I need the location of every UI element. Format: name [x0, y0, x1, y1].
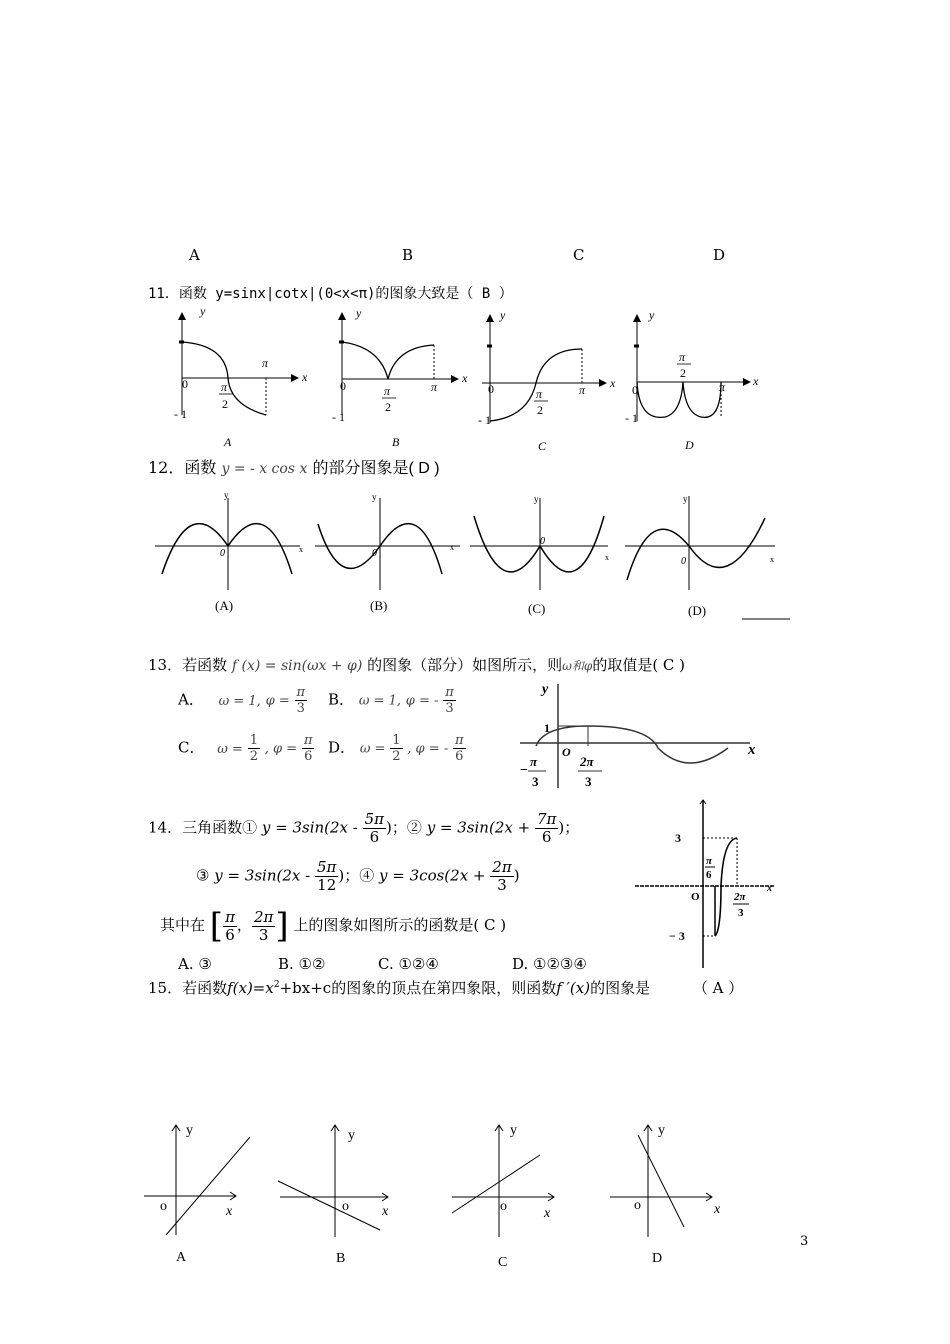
svg-text:y: y [534, 494, 539, 504]
svg-text:o: o [500, 1199, 507, 1214]
q11-graph-a [174, 304, 308, 449]
q12-option-b: (B) [370, 598, 388, 613]
q11-option-a: A [224, 435, 232, 449]
svg-text:x: x [748, 742, 756, 758]
q15-graph-b [278, 1125, 389, 1266]
svg-text:1: 1 [544, 721, 550, 735]
svg-text:π: π [221, 380, 228, 394]
svg-text:3: 3 [532, 774, 539, 789]
svg-text:6: 6 [706, 869, 712, 881]
svg-text:2π: 2π [734, 891, 746, 903]
svg-text:x: x [462, 371, 468, 385]
q15-option-a: A [176, 1250, 187, 1265]
svg-text:− 3: − 3 [669, 929, 685, 943]
svg-text:3: 3 [675, 831, 681, 845]
q12-prefix: 12．函数 [148, 458, 217, 477]
q15-graph-a [144, 1123, 250, 1265]
svg-text:y: y [542, 682, 549, 697]
svg-text:0: 0 [340, 379, 346, 393]
svg-text:0: 0 [372, 548, 377, 559]
q12-option-d: (D) [688, 603, 707, 618]
q13-choice-b: B． ω = 1, φ = - $\frac{\pi}{3}$ [328, 685, 454, 716]
svg-text:π: π [530, 754, 538, 769]
q13-choice-d: D． ω = $\frac{1}{2}$ , φ = - $\frac{\pi}{6}$ [328, 733, 464, 764]
svg-text:o: o [634, 1198, 641, 1213]
svg-text:π: π [706, 855, 713, 867]
q12-graphs [150, 490, 800, 625]
q12-graph-a [155, 490, 303, 613]
svg-text:O: O [691, 891, 700, 903]
svg-text:x: x [767, 883, 772, 894]
svg-text:π: π [579, 383, 586, 397]
q14-answer-c: C. ①②④ [378, 955, 439, 973]
q11-option-d: D [685, 438, 694, 452]
svg-text:x: x [302, 370, 308, 384]
top-label-d: D [713, 246, 726, 264]
q15-line: 15．若函数$f(x)=x^2+bx+c$的图象的顶点在第四象限，则函数f ′(x)的图象是 （ A ） [148, 979, 744, 997]
q14-answer-d: D. ①②③④ [512, 955, 587, 973]
svg-text:2: 2 [680, 366, 686, 380]
svg-text:y: y [683, 494, 688, 504]
page-number: 3 [800, 1234, 809, 1249]
svg-text:2π: 2π [580, 754, 594, 769]
svg-text:- 1: - 1 [332, 410, 345, 424]
q11-text: 11．函数 y=sinx|cotx|(0<x<π)的图象大致是（ B ） [148, 286, 513, 302]
svg-text:x: x [770, 555, 774, 564]
svg-text:- 1: - 1 [478, 413, 491, 427]
top-label-c: C [573, 246, 585, 264]
svg-text:0: 0 [540, 536, 545, 547]
svg-text:0: 0 [182, 377, 188, 391]
svg-text:x: x [299, 545, 303, 554]
svg-text:y: y [500, 308, 506, 322]
svg-text:y: y [224, 490, 229, 500]
svg-text:π: π [536, 387, 543, 401]
svg-text:3: 3 [738, 907, 744, 919]
svg-text:x: x [605, 553, 609, 562]
q12-graph-b [315, 492, 460, 613]
svg-text:3: 3 [585, 774, 592, 789]
svg-text:x: x [610, 376, 616, 390]
q12-option-a: (A) [215, 598, 234, 613]
svg-text:y: y [356, 306, 362, 320]
q11-option-b: B [392, 435, 400, 449]
q12-formula: y = - x cos x [221, 461, 308, 477]
top-label-a: A [189, 246, 200, 264]
q12-graph-d [625, 494, 775, 618]
svg-text:0: 0 [681, 556, 686, 567]
q13-choice-c: C． ω = $\frac{1}{2}$ , φ = $\frac{\pi}{6}$ [178, 733, 313, 764]
q15-option-d: D [652, 1251, 663, 1266]
q13-graph [518, 678, 768, 798]
q11-graph-c [478, 308, 616, 453]
svg-text:- 1: - 1 [174, 407, 187, 421]
q15-option-c: C [498, 1255, 508, 1270]
svg-text:2: 2 [222, 397, 228, 411]
q14-line1: 14．三角函数① y = 3sin(2x - $\frac{5\pi}{6}$ )；② y = 3sin(2x + $\frac{7\pi}{6}$ )； [148, 810, 580, 846]
svg-text:π: π [431, 380, 438, 394]
svg-text:π: π [384, 384, 391, 398]
svg-text:x: x [544, 1206, 551, 1221]
q12-option-c: (C) [528, 601, 546, 616]
q15-graph-c [452, 1123, 554, 1270]
q11a-y: y [200, 304, 206, 318]
svg-text:y: y [658, 1123, 665, 1138]
q15-graph-d [610, 1123, 721, 1266]
q12-suffix: 的部分图象是( D ) [312, 460, 440, 477]
q14-graph [635, 800, 780, 970]
svg-text:y: y [649, 308, 655, 322]
svg-text:o: o [160, 1199, 167, 1214]
svg-text:y: y [372, 492, 377, 502]
q11-option-c: C [538, 439, 547, 453]
svg-text:x: x [714, 1202, 721, 1217]
q14-answer-b: B. ①② [278, 955, 326, 973]
svg-text:y: y [348, 1128, 355, 1143]
q11-graph-b [332, 306, 468, 449]
svg-text:π: π [262, 356, 269, 370]
q15-option-b: B [336, 1251, 346, 1266]
svg-text:0: 0 [488, 382, 494, 396]
svg-text:O: O [562, 745, 571, 759]
svg-text:2: 2 [385, 400, 391, 414]
svg-text:0: 0 [632, 383, 638, 397]
q11-graphs [160, 305, 780, 455]
svg-text:−: − [520, 763, 528, 778]
q14-line2: ③ y = 3sin(2x - $\frac{5\pi}{12}$ )；④ y = 3cos(2x + $\frac{2\pi}{3}$ ) [196, 858, 520, 894]
svg-text:y: y [186, 1123, 193, 1138]
top-label-b: B [402, 246, 414, 264]
q13-choice-a: A． ω = 1, φ = $\frac{\pi}{3}$ [178, 685, 306, 716]
q11-graph-d [625, 308, 759, 452]
q13-line: 13．若函数 f (x) = sin(ωx + φ) 的图象（部分）如图所示，则ω和φ的取值是( C ) [148, 656, 686, 674]
svg-text:x: x [226, 1204, 233, 1219]
svg-text:- 1: - 1 [625, 411, 638, 425]
svg-text:π: π [679, 350, 686, 364]
svg-text:y: y [510, 1123, 517, 1138]
q14-answer-a: A. ③ [178, 955, 212, 973]
q15-graphs [140, 1115, 740, 1275]
q12-graph-c [470, 494, 609, 616]
svg-text:2: 2 [537, 403, 543, 417]
svg-text:x: x [382, 1204, 389, 1219]
svg-text:o: o [342, 1199, 349, 1214]
q14-line3: 其中在 [ $\frac{\pi}{6}$ ， $\frac{2\pi}{3}$ ] 上的图象如图所示的函数是( C ) [160, 906, 507, 946]
svg-text:x: x [753, 374, 759, 388]
svg-text:0: 0 [220, 548, 225, 559]
svg-text:x: x [450, 543, 454, 552]
svg-text:π: π [719, 380, 726, 394]
q12-line [148, 455, 440, 478]
